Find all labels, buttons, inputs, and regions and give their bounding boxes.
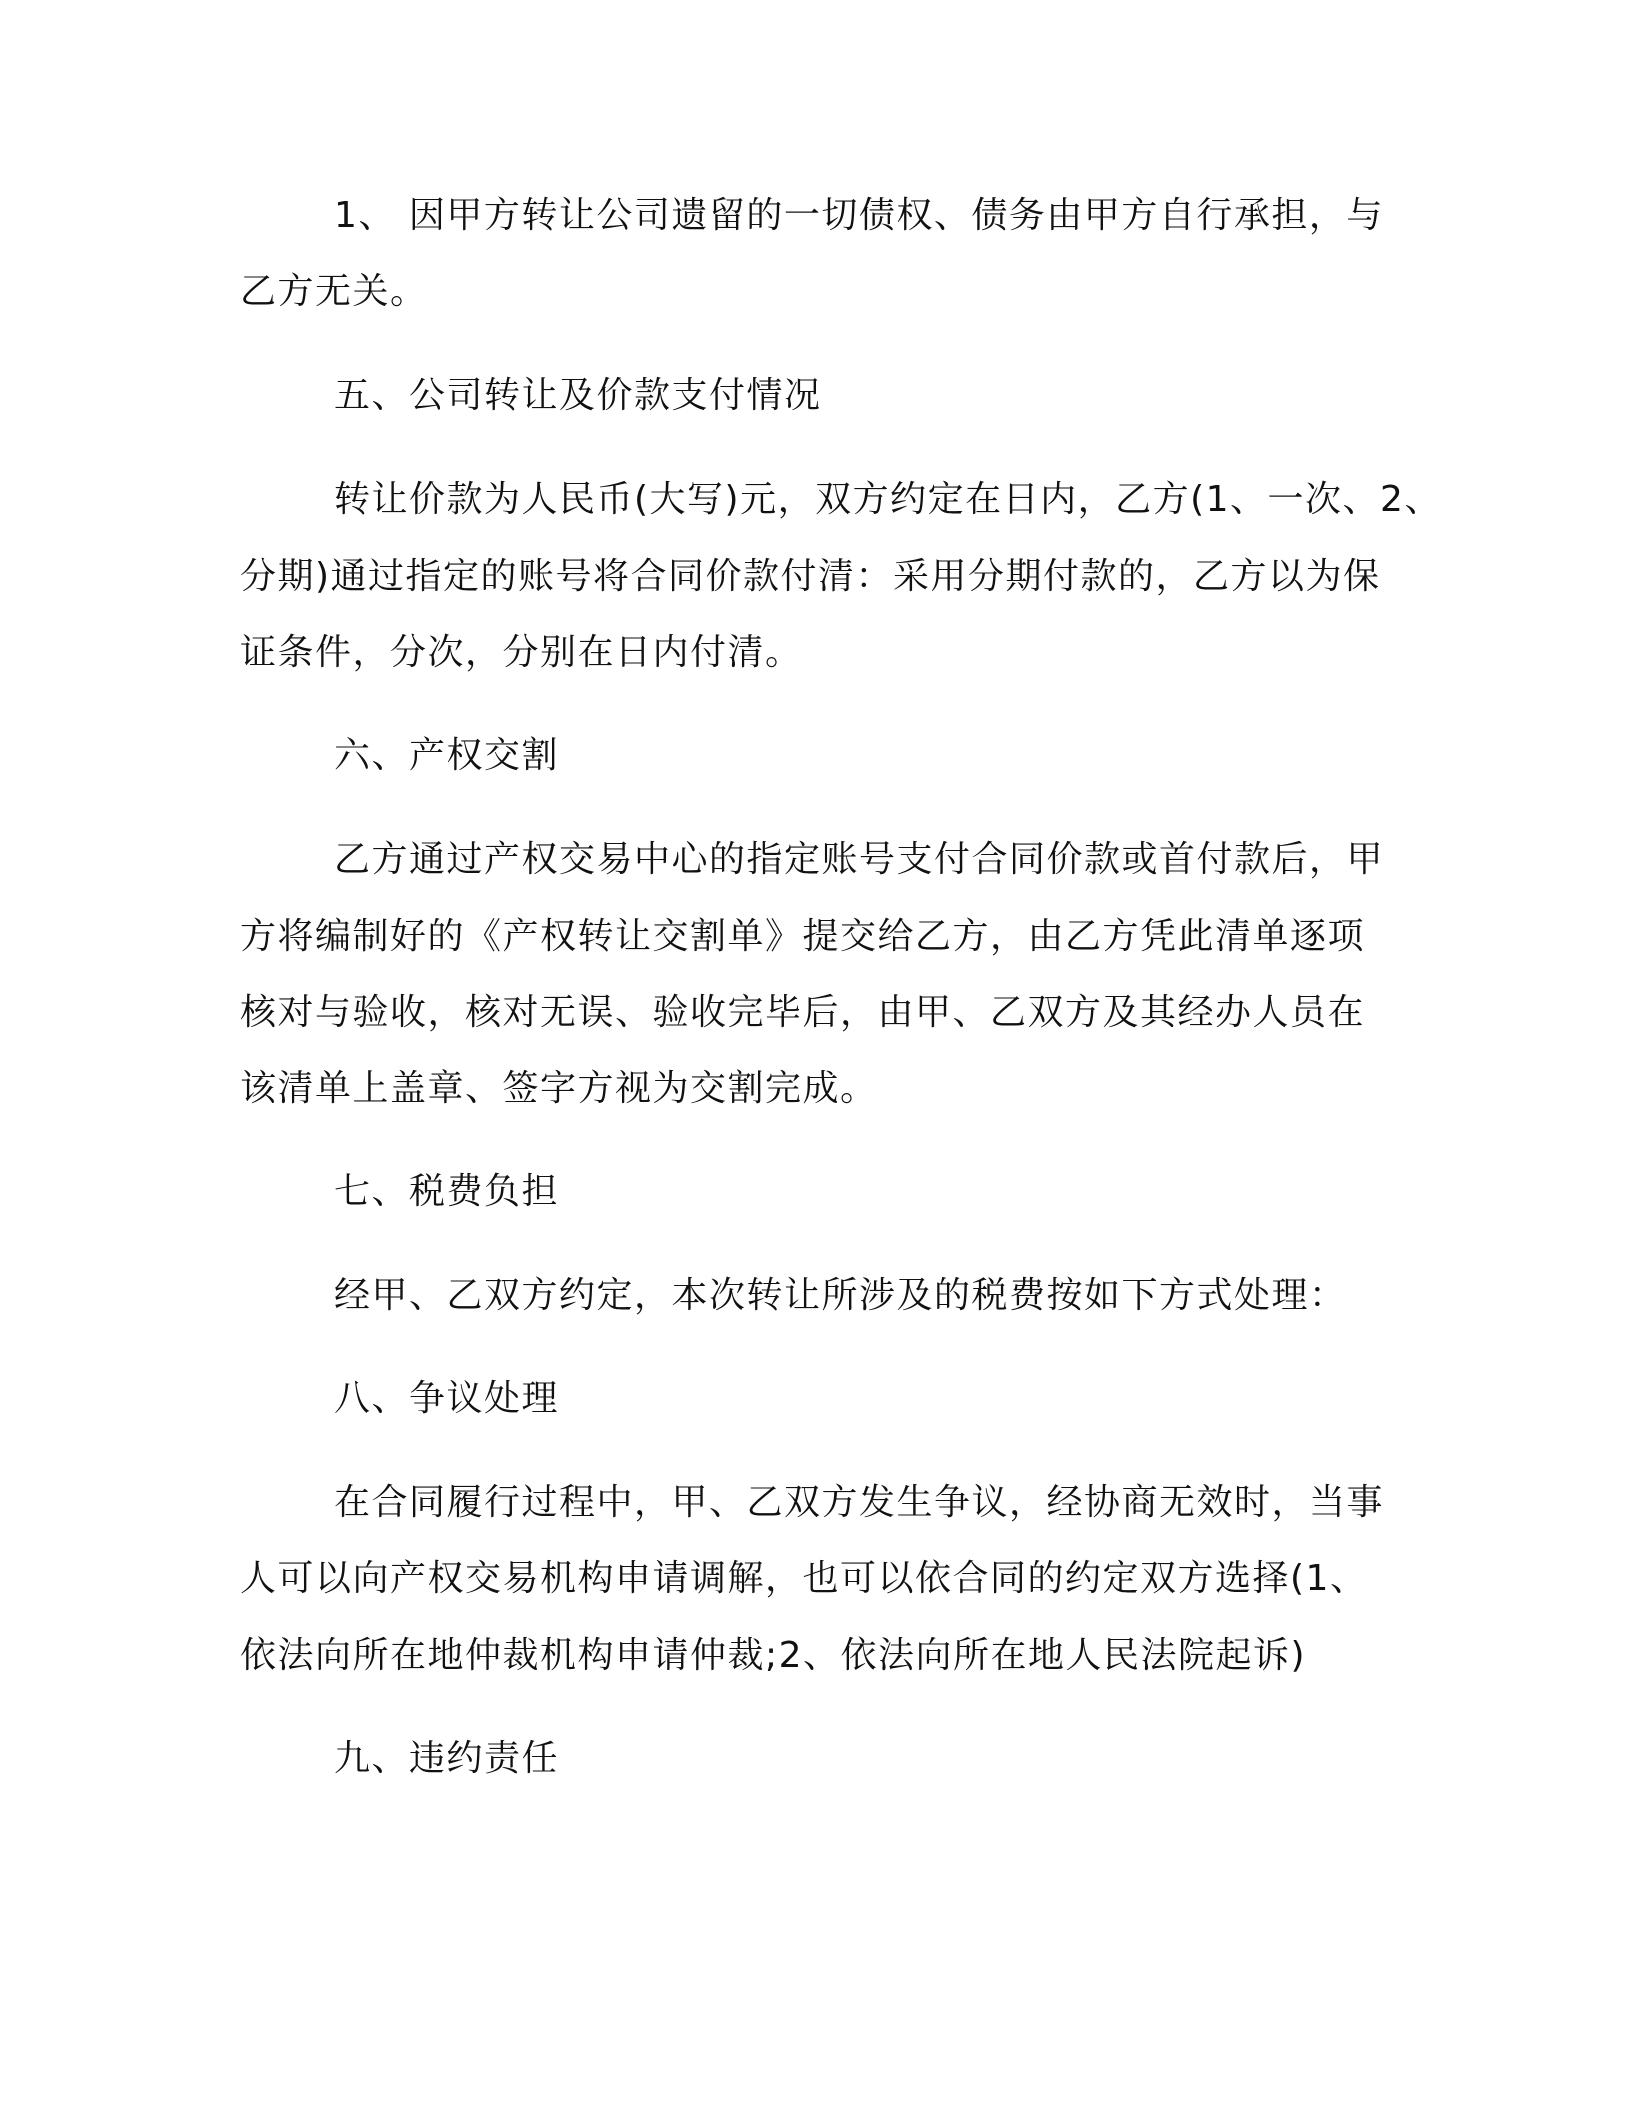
clause-text-line: 乙方通过产权交易中心的指定账号支付合同价款或首付款后，甲: [334, 839, 1385, 880]
clause-text-line: 依法向所在地仲裁机构申请仲裁;2、依法向所在地人民法院起诉): [240, 1635, 1307, 1676]
clause-text-line: 转让价款为人民币(大写)元，双方约定在日内，乙方(1、一次、2、: [334, 479, 1442, 520]
clause-text-line: 证条件，分次，分别在日内付清。: [240, 632, 803, 673]
clause-text-line: 1、 因甲方转让公司遗留的一切债权、债务由甲方自行承担，与: [334, 195, 1384, 236]
section-heading-7: 七、税费负担: [334, 1171, 560, 1212]
section-heading-9: 九、违约责任: [334, 1738, 560, 1779]
section-heading-8: 八、争议处理: [334, 1378, 560, 1419]
clause-text-line: 分期)通过指定的账号将合同价款付清：采用分期付款的，乙方以为保: [240, 556, 1381, 597]
clause-text-line: 在合同履行过程中，甲、乙双方发生争议，经协商无效时，当事: [334, 1482, 1385, 1523]
clause-text-line: 乙方无关。: [240, 271, 428, 312]
clause-text-line: 方将编制好的《产权转让交割单》提交给乙方，由乙方凭此清单逐项: [240, 916, 1366, 957]
section-heading-5: 五、公司转让及价款支付情况: [334, 375, 822, 416]
section-heading-6: 六、产权交割: [334, 735, 560, 776]
clause-text-line: 核对与验收，核对无误、验收完毕后，由甲、乙双方及其经办人员在: [240, 992, 1366, 1033]
clause-text-line: 人可以向产权交易机构申请调解，也可以依合同的约定双方选择(1、: [240, 1558, 1368, 1599]
clause-text-line: 经甲、乙双方约定，本次转让所涉及的税费按如下方式处理：: [334, 1275, 1347, 1316]
clause-text-line: 该清单上盖章、签字方视为交割完成。: [240, 1068, 878, 1109]
